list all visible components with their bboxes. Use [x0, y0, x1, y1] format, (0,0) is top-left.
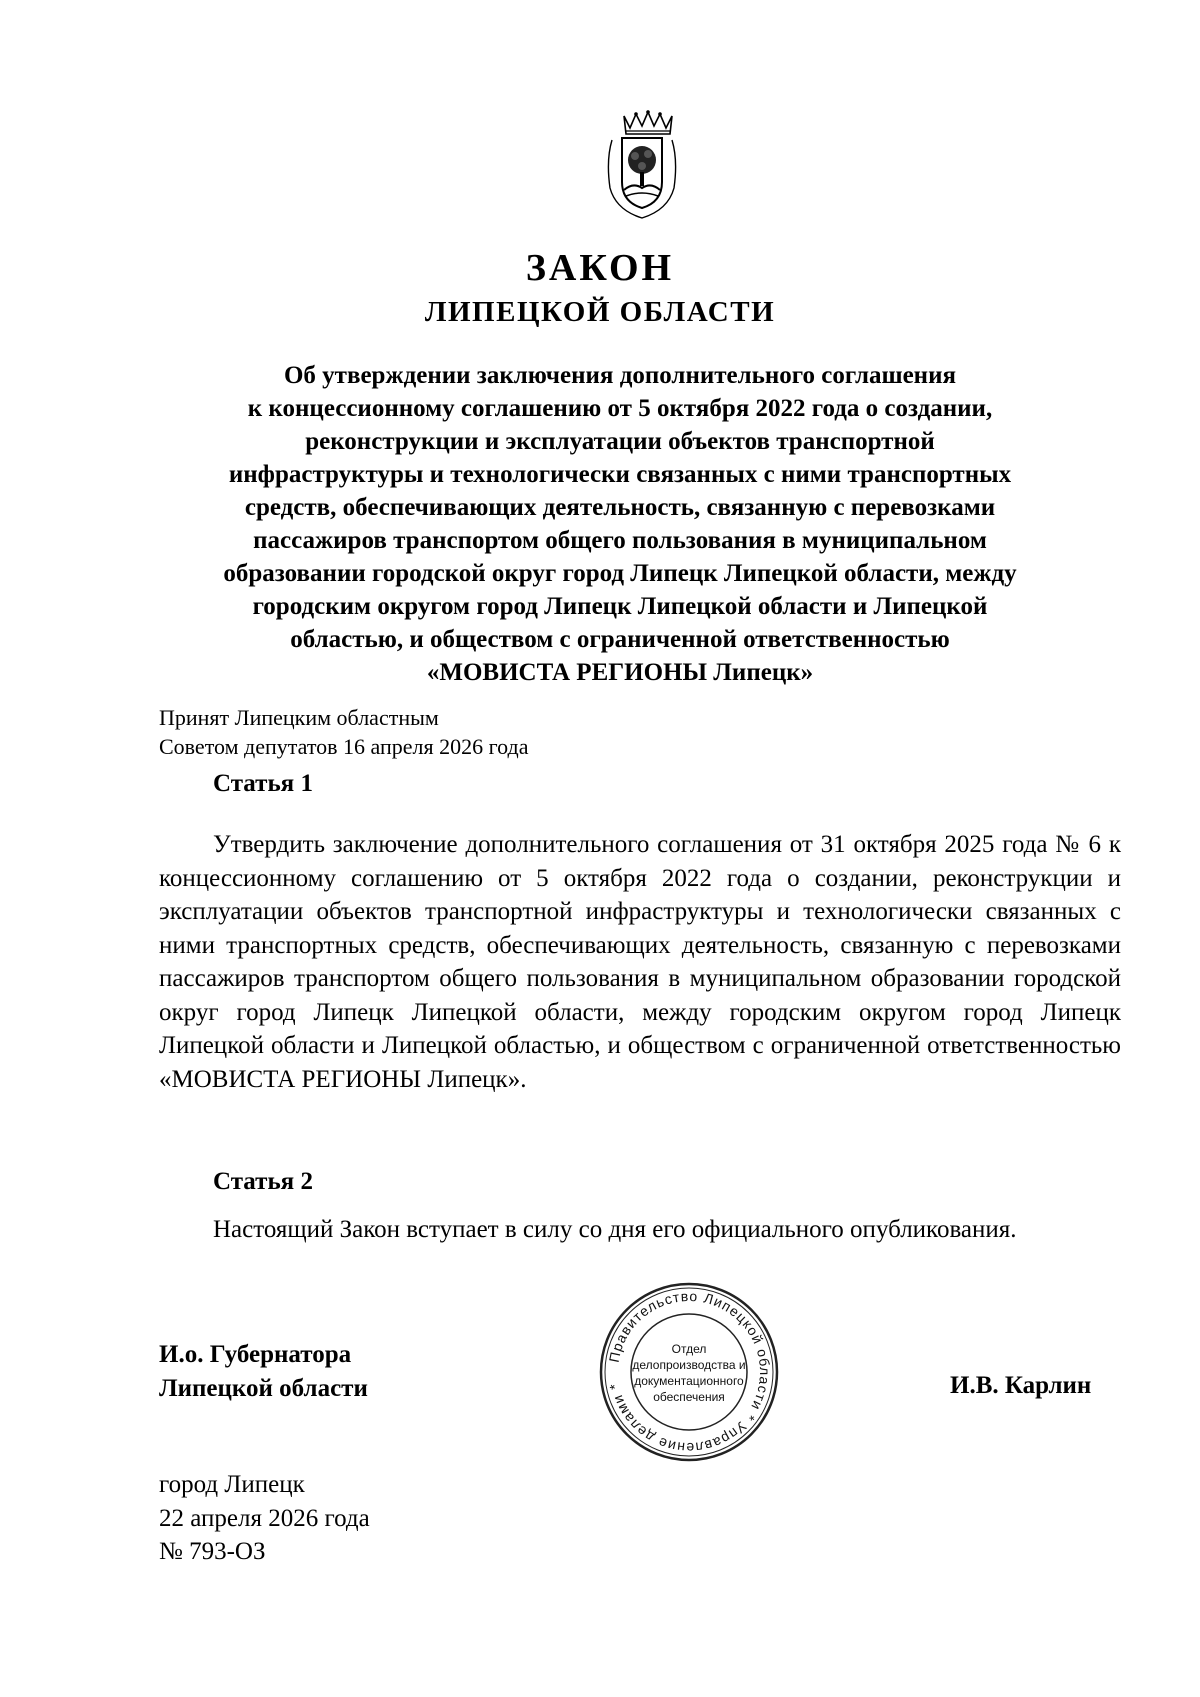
subject-line: к концессионному соглашению от 5 октября 2022 года о создании, [247, 395, 993, 422]
subject-line: реконструкции и эксплуатации объектов транспортной [305, 428, 935, 455]
article-1-title: Статья 1 [213, 770, 313, 797]
adoption-line: Принят Липецким областным [159, 705, 439, 730]
subject-line: Об утверждении заключения дополнительного соглашения [283, 362, 957, 389]
place-date-number [159, 1468, 370, 1569]
adoption-line: Советом депутатов 16 апреля 2026 года [159, 734, 529, 759]
adoption-note [159, 703, 528, 761]
stamp-inner-line: обеспечения [653, 1390, 725, 1404]
stamp-outer-text: Правительство Липецкой области * Управление делами * [605, 1287, 774, 1457]
subject-line: образовании городской округ город Липецк Липецкой области, между [223, 560, 1017, 587]
subject-line: средств, обеспечивающих деятельность, связанную с перевозками [244, 494, 996, 521]
stamp-inner-line: делопроизводства и [632, 1358, 746, 1372]
law-subject [160, 359, 1080, 689]
signatory-name: И.В. Карлин [950, 1372, 1092, 1399]
subject-line: областью, и обществом с ограниченной ответственностью [290, 626, 950, 653]
subject-line: «МОВИСТА РЕГИОНЫ Липецк» [426, 659, 814, 686]
law-title: ЗАКОН [525, 247, 675, 289]
lipetsk-region-coat-of-arms-icon [600, 110, 684, 220]
subject-line: пассажиров транспортом общего пользования в муниципальном [253, 527, 987, 554]
subject-line: инфраструктуры и технологически связанных с ними транспортных [228, 461, 1012, 488]
signing-date: 22 апреля 2026 года [159, 1504, 370, 1532]
article-1-text: Утвердить заключение дополнительного соглашения от 31 октября 2025 года № 6 к концессионному соглашению от 5 октября 2022 года о создании, реконструкции и эксплуатации объектов транспортной инфраструктуры и технологически связанных с ними транспортных средств, обеспечивающих деятельность, связанную с перевозками пассажиров транспортом общего пользования в муниципальном образовании городской округ город Липецк Липецкой области, между городским округом город Липецк Липецкой области и Липецкой областью, и обществом с ограниченной ответственностью «МОВИСТА РЕГИОНЫ Липецк». [159, 831, 1121, 1093]
law-region: ЛИПЕЦКОЙ ОБЛАСТИ [424, 296, 776, 328]
signatory-title: И.о. Губернатора Липецкой области [159, 1341, 368, 1402]
official-stamp [598, 1281, 780, 1463]
subject-line: городским округом город Липецк Липецкой области и Липецкой [252, 593, 988, 620]
stamp-inner-line: Отдел [671, 1342, 707, 1356]
law-number: № 793-ОЗ [159, 1538, 266, 1565]
city: город Липецк [159, 1471, 305, 1498]
article-2-text: Настоящий Закон вступает в силу со дня его официального опубликования. [213, 1216, 1017, 1243]
stamp-inner-line: документационного [634, 1374, 744, 1388]
article-2-title: Статья 2 [213, 1168, 313, 1195]
